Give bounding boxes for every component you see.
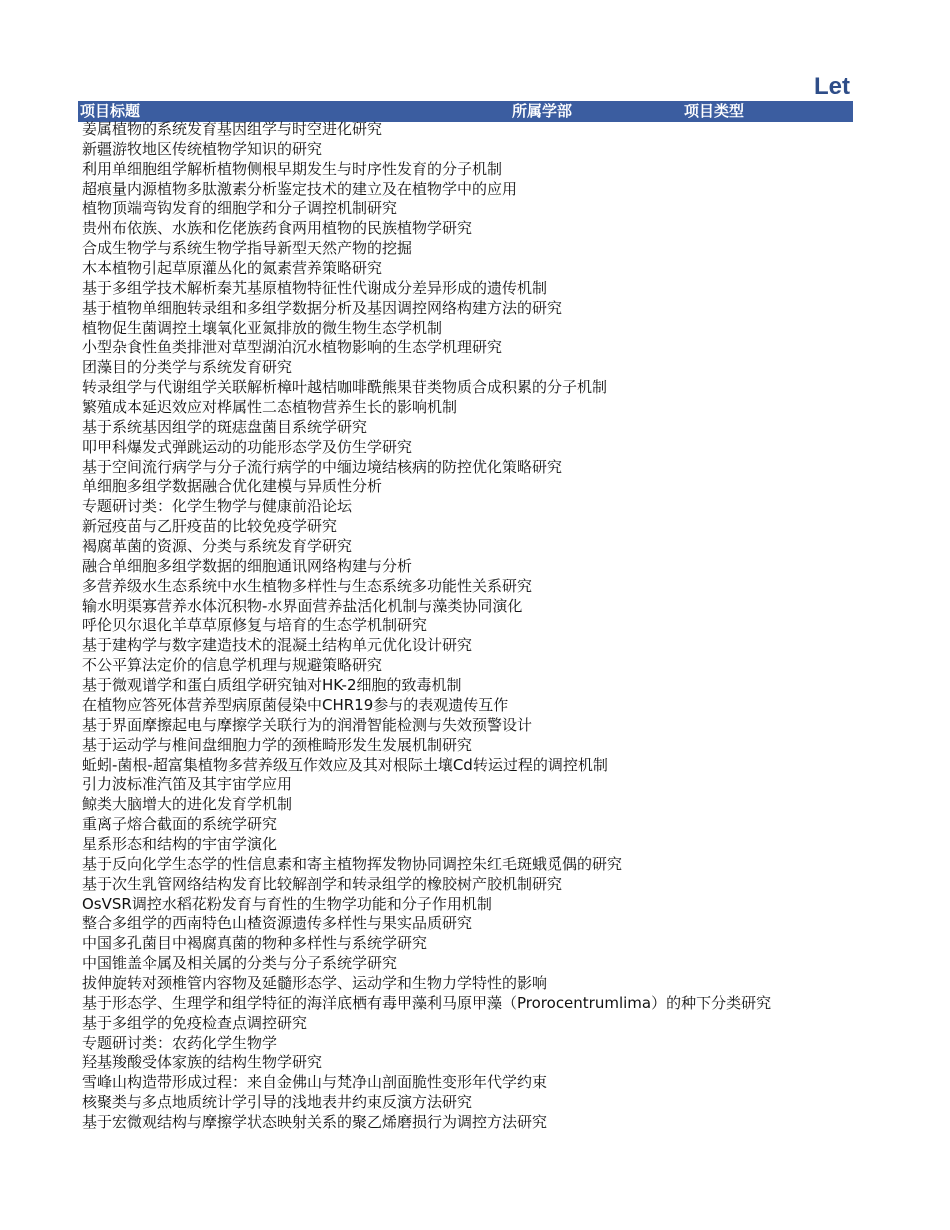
table-row: 基于宏微观结构与摩擦学状态映射关系的聚乙烯磨损行为调控方法研究 [82, 1112, 548, 1131]
table-row: 叩甲科爆发式弹跳运动的功能形态学及仿生学研究 [82, 437, 413, 456]
table-row: 新冠疫苗与乙肝疫苗的比较免疫学研究 [82, 517, 338, 536]
table-row: 超痕量内源植物多肽激素分析鉴定技术的建立及在植物学中的应用 [82, 179, 518, 198]
table-row: 植物促生菌调控土壤氧化亚氮排放的微生物生态学机制 [82, 318, 443, 337]
table-row: 木本植物引起草原灌丛化的氮素营养策略研究 [82, 259, 383, 278]
table-row: 基于形态学、生理学和组学特征的海洋底栖有毒甲藻利马原甲藻（Prorocentrumlima）的种下分类研究 [82, 993, 772, 1012]
table-row: 基于次生乳管网络结构发育比较解剖学和转录组学的橡胶树产胶机制研究 [82, 874, 563, 893]
table-row: 核聚类与多点地质统计学引导的浅地表井约束反演方法研究 [82, 1093, 473, 1112]
table-row: 繁殖成本延迟效应对桦属性二态植物营养生长的影响机制 [82, 398, 458, 417]
column-header-type: 项目类型 [684, 102, 745, 120]
table-row: 星系形态和结构的宇宙学演化 [82, 834, 278, 853]
table-row: 姜属植物的系统发育基因组学与时空进化研究 [82, 120, 383, 138]
table-row: 蚯蚓-菌根-超富集植物多营养级互作效应及其对根际土壤Cd转运过程的调控机制 [82, 755, 608, 774]
table-row: 基于运动学与椎间盘细胞力学的颈椎畸形发生发展机制研究 [82, 735, 473, 754]
table-row: OsVSR调控水稻花粉发育与育性的生物学功能和分子作用机制 [82, 894, 492, 913]
table-row: 基于植物单细胞转录组和多组学数据分析及基因调控网络构建方法的研究 [82, 298, 563, 317]
table-row: 中国多孔菌目中褐腐真菌的物种多样性与系统学研究 [82, 934, 428, 953]
table-row: 鲸类大脑增大的进化发育学机制 [82, 795, 293, 814]
project-list [82, 120, 771, 1133]
table-row: 团藻目的分类学与系统发育研究 [82, 358, 293, 377]
table-row: 融合单细胞多组学数据的细胞通讯网络构建与分析 [82, 556, 413, 575]
table-row: 转录组学与代谢组学关联解析樟叶越桔咖啡酰熊果苷类物质合成积累的分子机制 [82, 378, 608, 397]
table-row: 呼伦贝尔退化羊草草原修复与培育的生态学机制研究 [82, 616, 428, 635]
table-row: 基于多组学的免疫检查点调控研究 [82, 1013, 308, 1032]
table-row: 基于界面摩擦起电与摩擦学关联行为的润滑智能检测与失效预警设计 [82, 715, 533, 734]
table-row: 植物顶端弯钩发育的细胞学和分子调控机制研究 [82, 199, 398, 218]
table-row: 整合多组学的西南特色山楂资源遗传多样性与果实品质研究 [82, 914, 473, 933]
table-row: 羟基羧酸受体家族的结构生物学研究 [82, 1053, 323, 1072]
cropped-title-text: Let [814, 73, 850, 100]
table-row: 基于系统基因组学的斑痣盘菌目系统学研究 [82, 417, 368, 436]
table-row: 雪峰山构造带形成过程：来自金佛山与梵净山剖面脆性变形年代学约束 [82, 1073, 548, 1092]
column-header-title: 项目标题 [80, 102, 141, 120]
table-row: 基于反向化学生态学的性信息素和寄主植物挥发物协同调控朱红毛斑蛾觅偶的研究 [82, 854, 623, 873]
table-header [78, 101, 853, 122]
table-row: 不公平算法定价的信息学机理与规避策略研究 [82, 656, 383, 675]
table-row: 贵州布依族、水族和仡佬族药食两用植物的民族植物学研究 [82, 219, 473, 238]
table-row: 褐腐革菌的资源、分类与系统发育学研究 [82, 537, 353, 556]
table-row: 新疆游牧地区传统植物学知识的研究 [82, 139, 323, 158]
table-row: 基于微观谱学和蛋白质组学研究铀对HK-2细胞的致毒机制 [82, 676, 462, 695]
table-row: 在植物应答死体营养型病原菌侵染中CHR19参与的表观遗传互作 [82, 695, 509, 714]
table-row: 小型杂食性鱼类排泄对草型湖泊沉水植物影响的生态学机理研究 [82, 338, 503, 357]
table-row: 利用单细胞组学解析植物侧根早期发生与时序性发育的分子机制 [82, 159, 503, 178]
table-row: 基于建构学与数字建造技术的混凝土结构单元优化设计研究 [82, 636, 473, 655]
table-row: 中国锥盖伞属及相关属的分类与分子系统学研究 [82, 954, 398, 973]
table-row: 多营养级水生态系统中水生植物多样性与生态系统多功能性关系研究 [82, 576, 533, 595]
table-row: 专题研讨类：农药化学生物学 [82, 1033, 278, 1052]
column-header-discipline: 所属学部 [512, 102, 573, 120]
table-row: 重离子熔合截面的系统学研究 [82, 815, 278, 834]
table-row: 单细胞多组学数据融合优化建模与异质性分析 [82, 477, 383, 496]
table-row: 引力波标准汽笛及其宇宙学应用 [82, 775, 293, 794]
table-row: 合成生物学与系统生物学指导新型天然产物的挖掘 [82, 239, 413, 258]
table-row: 专题研讨类：化学生物学与健康前沿论坛 [82, 497, 353, 516]
table-row: 拔伸旋转对颈椎管内容物及延髓形态学、运动学和生物力学特性的影响 [82, 973, 548, 992]
table-row: 输水明渠寡营养水体沉积物-水界面营养盐活化机制与藻类协同演化 [82, 596, 523, 615]
table-row: 基于多组学技术解析秦艽基原植物特征性代谢成分差异形成的遗传机制 [82, 278, 548, 297]
table-row: 基于空间流行病学与分子流行病学的中缅边境结核病的防控优化策略研究 [82, 457, 563, 476]
